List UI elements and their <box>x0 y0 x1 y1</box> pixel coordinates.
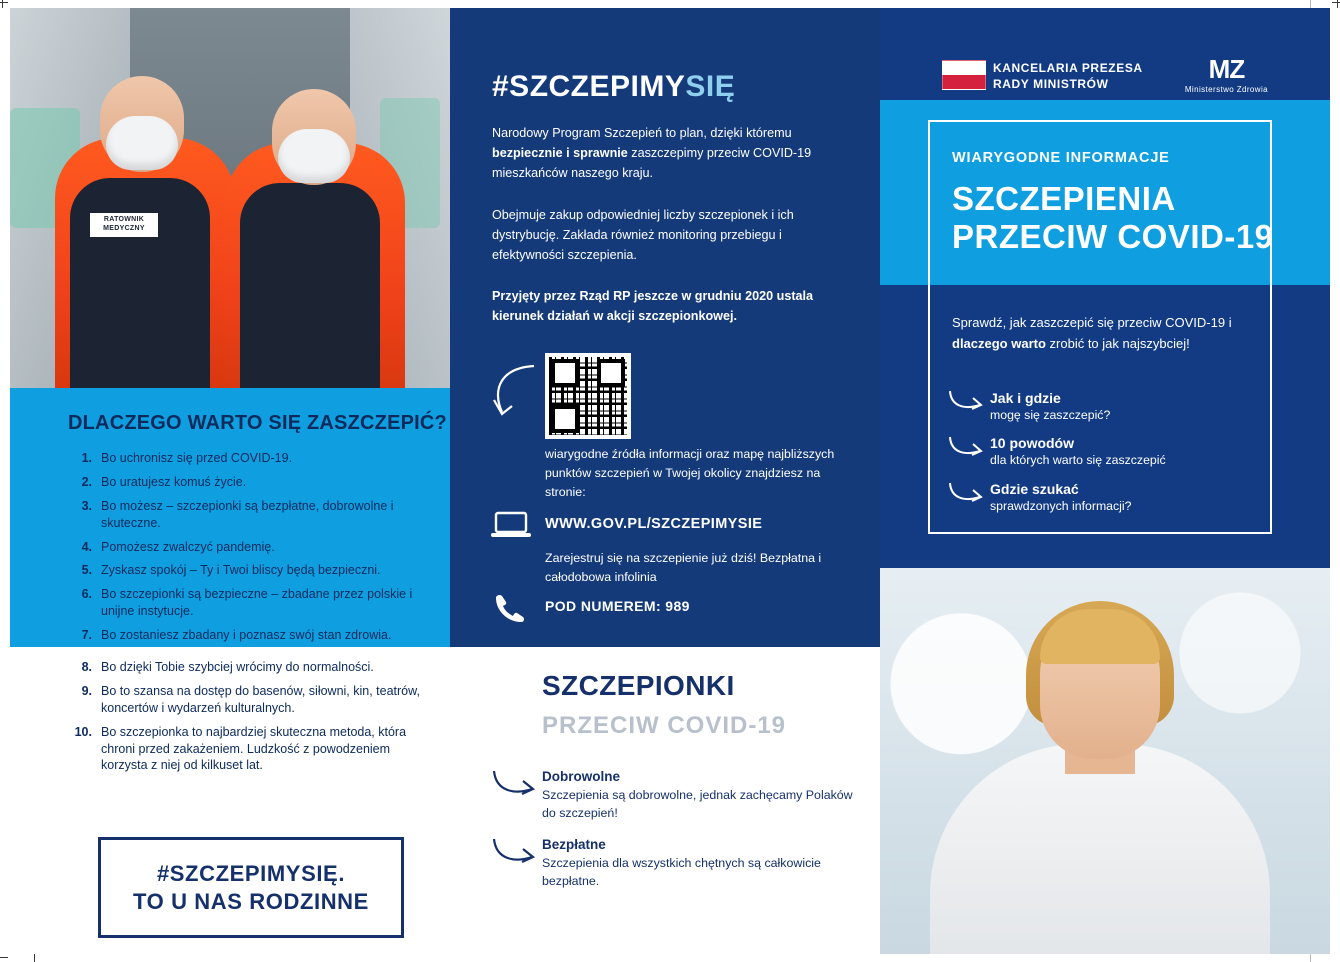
cover-item-body: mogę się zaszczepić? <box>990 408 1111 422</box>
polish-flag-icon <box>942 60 986 90</box>
list-item-number: 3. <box>81 498 92 513</box>
program-title-part2: SIĘ <box>685 70 736 103</box>
crop-mark <box>0 957 8 958</box>
list-item-text: Bo uratujesz komuś życie. <box>101 474 247 489</box>
cover-item-heading: Jak i gdzie <box>990 390 1061 406</box>
list-item-text: Bo szczepionka to najbardziej skuteczna metoda, która chroni przed zakażeniem. Ludzkość z powodzeniem korzysta z niej od kilkuset lat. <box>101 724 407 773</box>
slogan-line-1: #SZCZEPIMYSIĘ. <box>156 861 346 886</box>
reasons-list-bottom <box>68 659 438 781</box>
why-vaccinate-heading: DLACZEGO WARTO SIĘ ZASZCZEPIĆ? <box>68 412 447 434</box>
program-title-part1: #SZCZEPIMY <box>492 70 686 103</box>
cover-item-heading: Gdzie szukać <box>990 481 1079 497</box>
list-item-text: Bo zostaniesz zbadany i poznasz swój stan zdrowia. <box>101 628 392 642</box>
vaccines-section <box>450 647 880 954</box>
crop-mark <box>2 0 3 8</box>
vaccines-item-body: Szczepienia są dobrowolne, jednak zachęcamy Polaków do szczepień! <box>542 788 853 820</box>
list-item-text: Bo to szansa na dostęp do basenów, siłowni, kin, teatrów, koncertów i wydarzeń kulturalnych. <box>101 683 420 715</box>
cover-kicker: WIARYGODNE INFORMACJE <box>952 150 1170 166</box>
list-item-text: Bo dzięki Tobie szybciej wrócimy do normalności. <box>101 660 374 674</box>
curved-arrow-icon <box>948 480 984 506</box>
face-mask-icon <box>278 129 350 183</box>
list-item-number: 8. <box>81 660 92 674</box>
laptop-icon <box>490 511 532 539</box>
face-mask-icon <box>106 116 178 170</box>
vaccines-item-free <box>542 837 862 891</box>
list-item-number: 7. <box>81 628 92 642</box>
list-item <box>68 562 438 579</box>
list-item <box>68 498 438 532</box>
list-item <box>68 539 438 556</box>
list-item <box>68 683 438 717</box>
paramedic-right <box>220 83 410 388</box>
list-item <box>68 586 438 620</box>
ministry-of-health-logo <box>1185 56 1268 94</box>
list-item-text: Pomożesz zwalczyć pandemię. <box>101 539 275 554</box>
hotline-number: POD NUMEREM: 989 <box>545 598 690 614</box>
why-vaccinate-section <box>10 388 450 647</box>
paramedic-badge: RATOWNIK MEDYCZNY <box>90 213 158 237</box>
cover-title-line-2: PRZECIW COVID-19 <box>952 217 1274 255</box>
list-item <box>68 627 438 644</box>
cover-lead-a: Sprawdź, jak zaszczepić się przeciw COVID-19 i <box>952 315 1232 330</box>
vaccines-title: SZCZEPIONKI <box>542 670 735 701</box>
website-url[interactable]: WWW.GOV.PL/SZCZEPIMYSIE <box>545 516 763 532</box>
slogan-box <box>98 837 404 938</box>
paragraph-1-highlight: bezpiecznie i sprawnie <box>492 146 628 161</box>
curved-arrow-icon <box>486 360 546 430</box>
list-item <box>68 659 438 676</box>
cover-item-where-to-look <box>990 481 1260 513</box>
slogan-line-2: TO U NAS RODZINNE <box>133 888 369 914</box>
paramedic-vest <box>240 183 380 388</box>
program-title <box>492 70 735 104</box>
paragraph-1-a: Narodowy Program Szczepień to plan, dzięki któremu <box>492 126 792 140</box>
cover-lead-c: zrobić to jak najszybciej! <box>1045 335 1190 351</box>
cover-item-body: sprawdzonych informacji? <box>990 499 1132 513</box>
reasons-list-top <box>68 450 438 651</box>
cover-item-reasons <box>990 435 1260 467</box>
list-item <box>68 724 438 775</box>
list-item-number: 4. <box>81 539 92 554</box>
cover-title <box>952 180 1274 256</box>
kprm-line-2: RADY MINISTRÓW <box>993 77 1109 92</box>
mz-mark: MZ <box>1208 54 1245 84</box>
crop-mark <box>1337 0 1338 8</box>
list-item <box>68 474 438 491</box>
list-item-number: 2. <box>81 474 92 489</box>
list-item-text: Bo możesz – szczepionki są bezpłatne, dobrowolne i skuteczne. <box>101 498 394 530</box>
qr-caption: wiarygodne źródła informacji oraz mapę najbliższych punktów szczepień w Twojej okolicy znajdziesz na stronie: <box>545 447 835 500</box>
paragraph-1-c: zaszczepimy przeciw COVID-19 mieszkańców naszego kraju. <box>492 146 812 181</box>
mz-caption: Ministerstwo Zdrowia <box>1184 85 1268 94</box>
cover-item-heading: 10 powodów <box>990 435 1074 451</box>
paramedics-photo <box>10 8 450 388</box>
kprm-line-1: KANCELARIA PREZESA <box>993 61 1143 75</box>
phone-icon <box>492 593 526 623</box>
curved-arrow-icon <box>948 388 984 414</box>
curved-arrow-icon <box>492 767 536 801</box>
cover-item-how-where <box>990 390 1260 422</box>
list-item <box>68 450 438 467</box>
kprm-logo-text <box>993 60 1143 92</box>
list-item-number: 9. <box>81 683 92 698</box>
list-item-text: Zyskasz spokój – Ty i Twoi bliscy będą bezpieczni. <box>101 563 381 578</box>
program-paragraph-1 <box>492 123 832 183</box>
vaccines-subtitle: PRZECIW COVID-19 <box>542 712 787 739</box>
list-item-number: 10. <box>74 724 92 739</box>
vaccines-item-voluntary <box>542 769 862 823</box>
list-item-text: Bo uchronisz się przed COVID-19. <box>101 451 293 465</box>
list-item-number: 6. <box>81 587 92 602</box>
cover-content <box>880 8 1330 568</box>
list-item-text: Bo szczepionki są bezpieczne – zbadane przez polskie i unijne instytucje. <box>101 587 413 619</box>
vaccines-item-heading: Bezpłatne <box>542 837 606 852</box>
qr-code-icon[interactable] <box>545 353 631 439</box>
why-vaccinate-continued <box>10 647 450 954</box>
cover-item-body: dla których warto się zaszczepić <box>990 453 1166 467</box>
program-section <box>450 8 880 647</box>
vaccines-item-heading: Dobrowolne <box>542 769 620 784</box>
registration-text: Zarejestruj się na szczepienie już dziś! Bezpłatna i całodobowa infolinia <box>545 551 822 585</box>
curved-arrow-icon <box>492 835 536 869</box>
crop-mark <box>1332 2 1340 3</box>
cover-title-line-1: SZCZEPIENIA <box>952 180 1176 217</box>
program-paragraph-2: Obejmuje zakup odpowiedniej liczby szczepionek i ich dystrybucję. Zakłada również monitoring przebiegu i efektywności szczepienia. <box>492 208 794 263</box>
program-paragraph-3: Przyjęty przez Rząd RP jeszcze w grudniu 2020 ustala kierunek działań w akcji szczepionkowej. <box>492 289 814 324</box>
cover-lead <box>952 313 1242 355</box>
curved-arrow-icon <box>948 434 984 460</box>
nurse-photo <box>880 568 1330 954</box>
list-item-number: 1. <box>81 451 92 465</box>
cover-lead-highlight: dlaczego warto <box>952 335 1046 351</box>
list-item-number: 5. <box>81 563 92 578</box>
paramedic-left <box>50 68 240 388</box>
vaccines-item-body: Szczepienia dla wszystkich chętnych są całkowicie bezpłatne. <box>542 856 821 888</box>
paramedic-vest <box>70 178 210 388</box>
